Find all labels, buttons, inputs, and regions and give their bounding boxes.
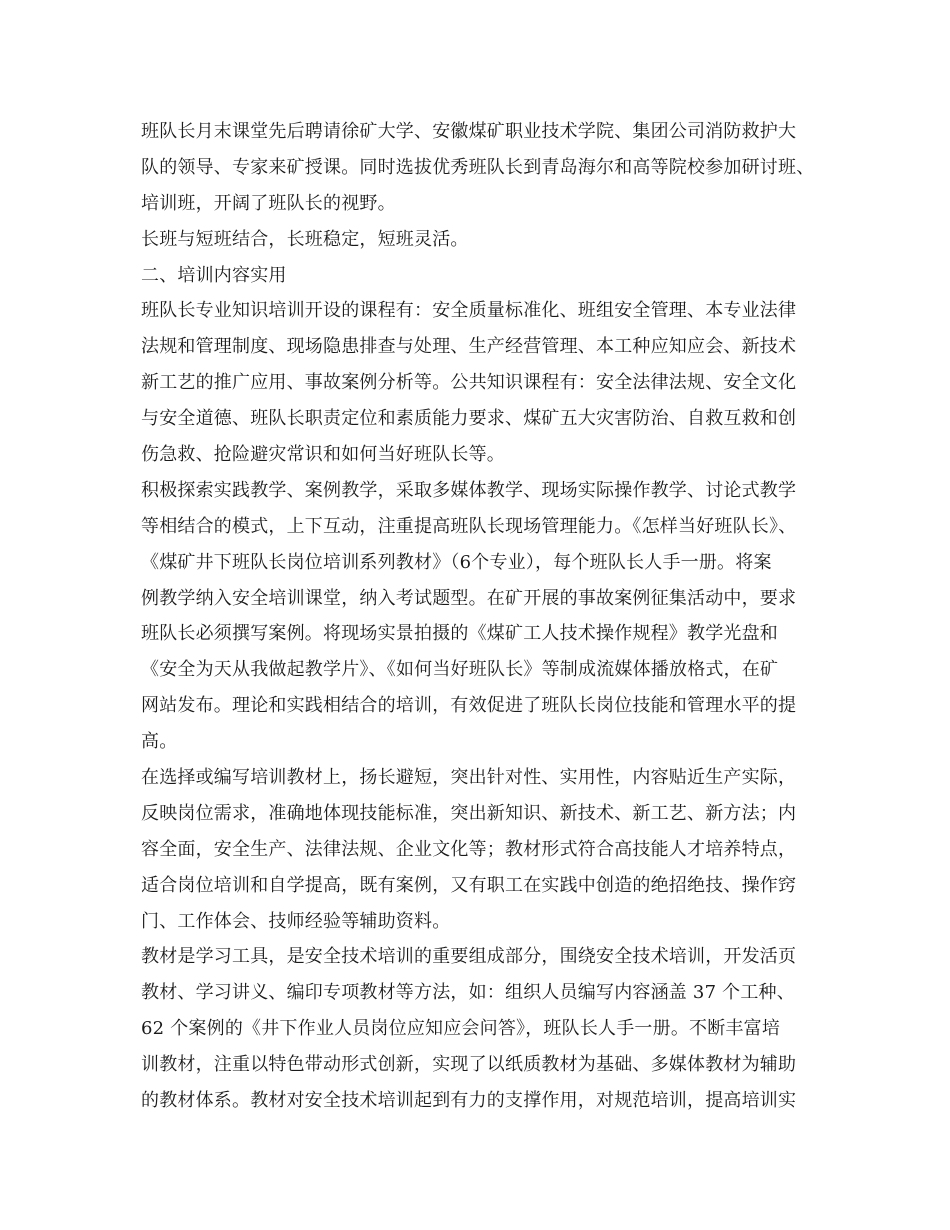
text-line: 队的领导、专家来矿授课。同时选拔优秀班队长到青岛海尔和高等院校参加研讨班、 xyxy=(141,156,815,178)
text-line: 62 个案例的《井下作业人员岗位应知应会问答》，班队长人手一册。不断丰富培 xyxy=(141,1018,781,1040)
text-line: 高。 xyxy=(141,731,178,753)
text-line: 的教材体系。教材对安全技术培训起到有力的支撑作用，对规范培训，提高培训实 xyxy=(141,1090,797,1112)
text-line: 容全面，安全生产、法律法规、企业文化等；教材形式符合高技能人才培养特点， xyxy=(141,838,797,860)
text-line: 网站发布。理论和实践相结合的培训，有效促进了班队长岗位技能和管理水平的提 xyxy=(141,695,797,717)
text-line: 班队长必须撰写案例。将现场实景拍摄的《煤矿工人技术操作规程》教学光盘和 xyxy=(141,623,778,645)
text-line: 法规和管理制度、现场隐患排查与处理、生产经营管理、本工种应知应会、新技术 xyxy=(141,336,797,358)
text-line: 《安全为天从我做起教学片》、《如何当好班队长》等制成流媒体播放格式，在矿 xyxy=(141,659,779,681)
text-line: 训教材，注重以特色带动形式创新，实现了以纸质教材为基础、多媒体教材为辅助 xyxy=(141,1054,797,1076)
text-line: 培训班，开阔了班队长的视野。 xyxy=(141,192,396,214)
text-line: 在选择或编写培训教材上，扬长避短，突出针对性、实用性，内容贴近生产实际， xyxy=(141,767,797,789)
text-line: 与安全道德、班队长职责定位和素质能力要求、煤矿五大灾害防治、自救互救和创 xyxy=(141,408,797,430)
text-line: 长班与短班结合，长班稳定，短班灵活。 xyxy=(141,228,469,250)
text-line: 新工艺的推广应用、事故案例分析等。公共知识课程有：安全法律法规、安全文化 xyxy=(141,372,797,394)
text-line: 教材是学习工具，是安全技术培训的重要组成部分，围绕安全技术培训，开发活页 xyxy=(141,946,797,968)
text-line: 班队长月末课堂先后聘请徐矿大学、安徽煤矿职业技术学院、集团公司消防救护大 xyxy=(141,121,797,142)
text-line: 积极探索实践教学、案例教学，采取多媒体教学、现场实际操作教学、讨论式教学 xyxy=(141,479,797,501)
text-line: 等相结合的模式，上下互动，注重提高班队长现场管理能力。《怎样当好班队长》、 xyxy=(141,515,797,537)
text-line: 反映岗位需求，准确地体现技能标准，突出新知识、新技术、新工艺、新方法；内 xyxy=(141,802,797,824)
text-line: 例教学纳入安全培训课堂，纳入考试题型。在矿开展的事故案例征集活动中，要求 xyxy=(141,587,797,609)
text-line: 班队长专业知识培训开设的课程有：安全质量标准化、班组安全管理、本专业法律 xyxy=(141,300,797,322)
text-line: 教材、学习讲义、编印专项教材等方法，如：组织人员编写内容涵盖 37 个工种、 xyxy=(141,982,795,1004)
text-line: 门、工作体会、技师经验等辅助资料。 xyxy=(141,910,451,932)
document-page xyxy=(141,114,831,1119)
text-line: 《煤矿井下班队长岗位培训系列教材》（6个专业），每个班队长人手一册。将案 xyxy=(141,551,772,573)
section-heading: 二、培训内容实用 xyxy=(141,264,287,286)
text-line: 伤急救、抢险避灾常识和如何当好班队长等。 xyxy=(141,444,505,466)
text-line: 适合岗位培训和自学提高，既有案例，又有职工在实践中创造的绝招绝技、操作窍 xyxy=(141,874,797,896)
